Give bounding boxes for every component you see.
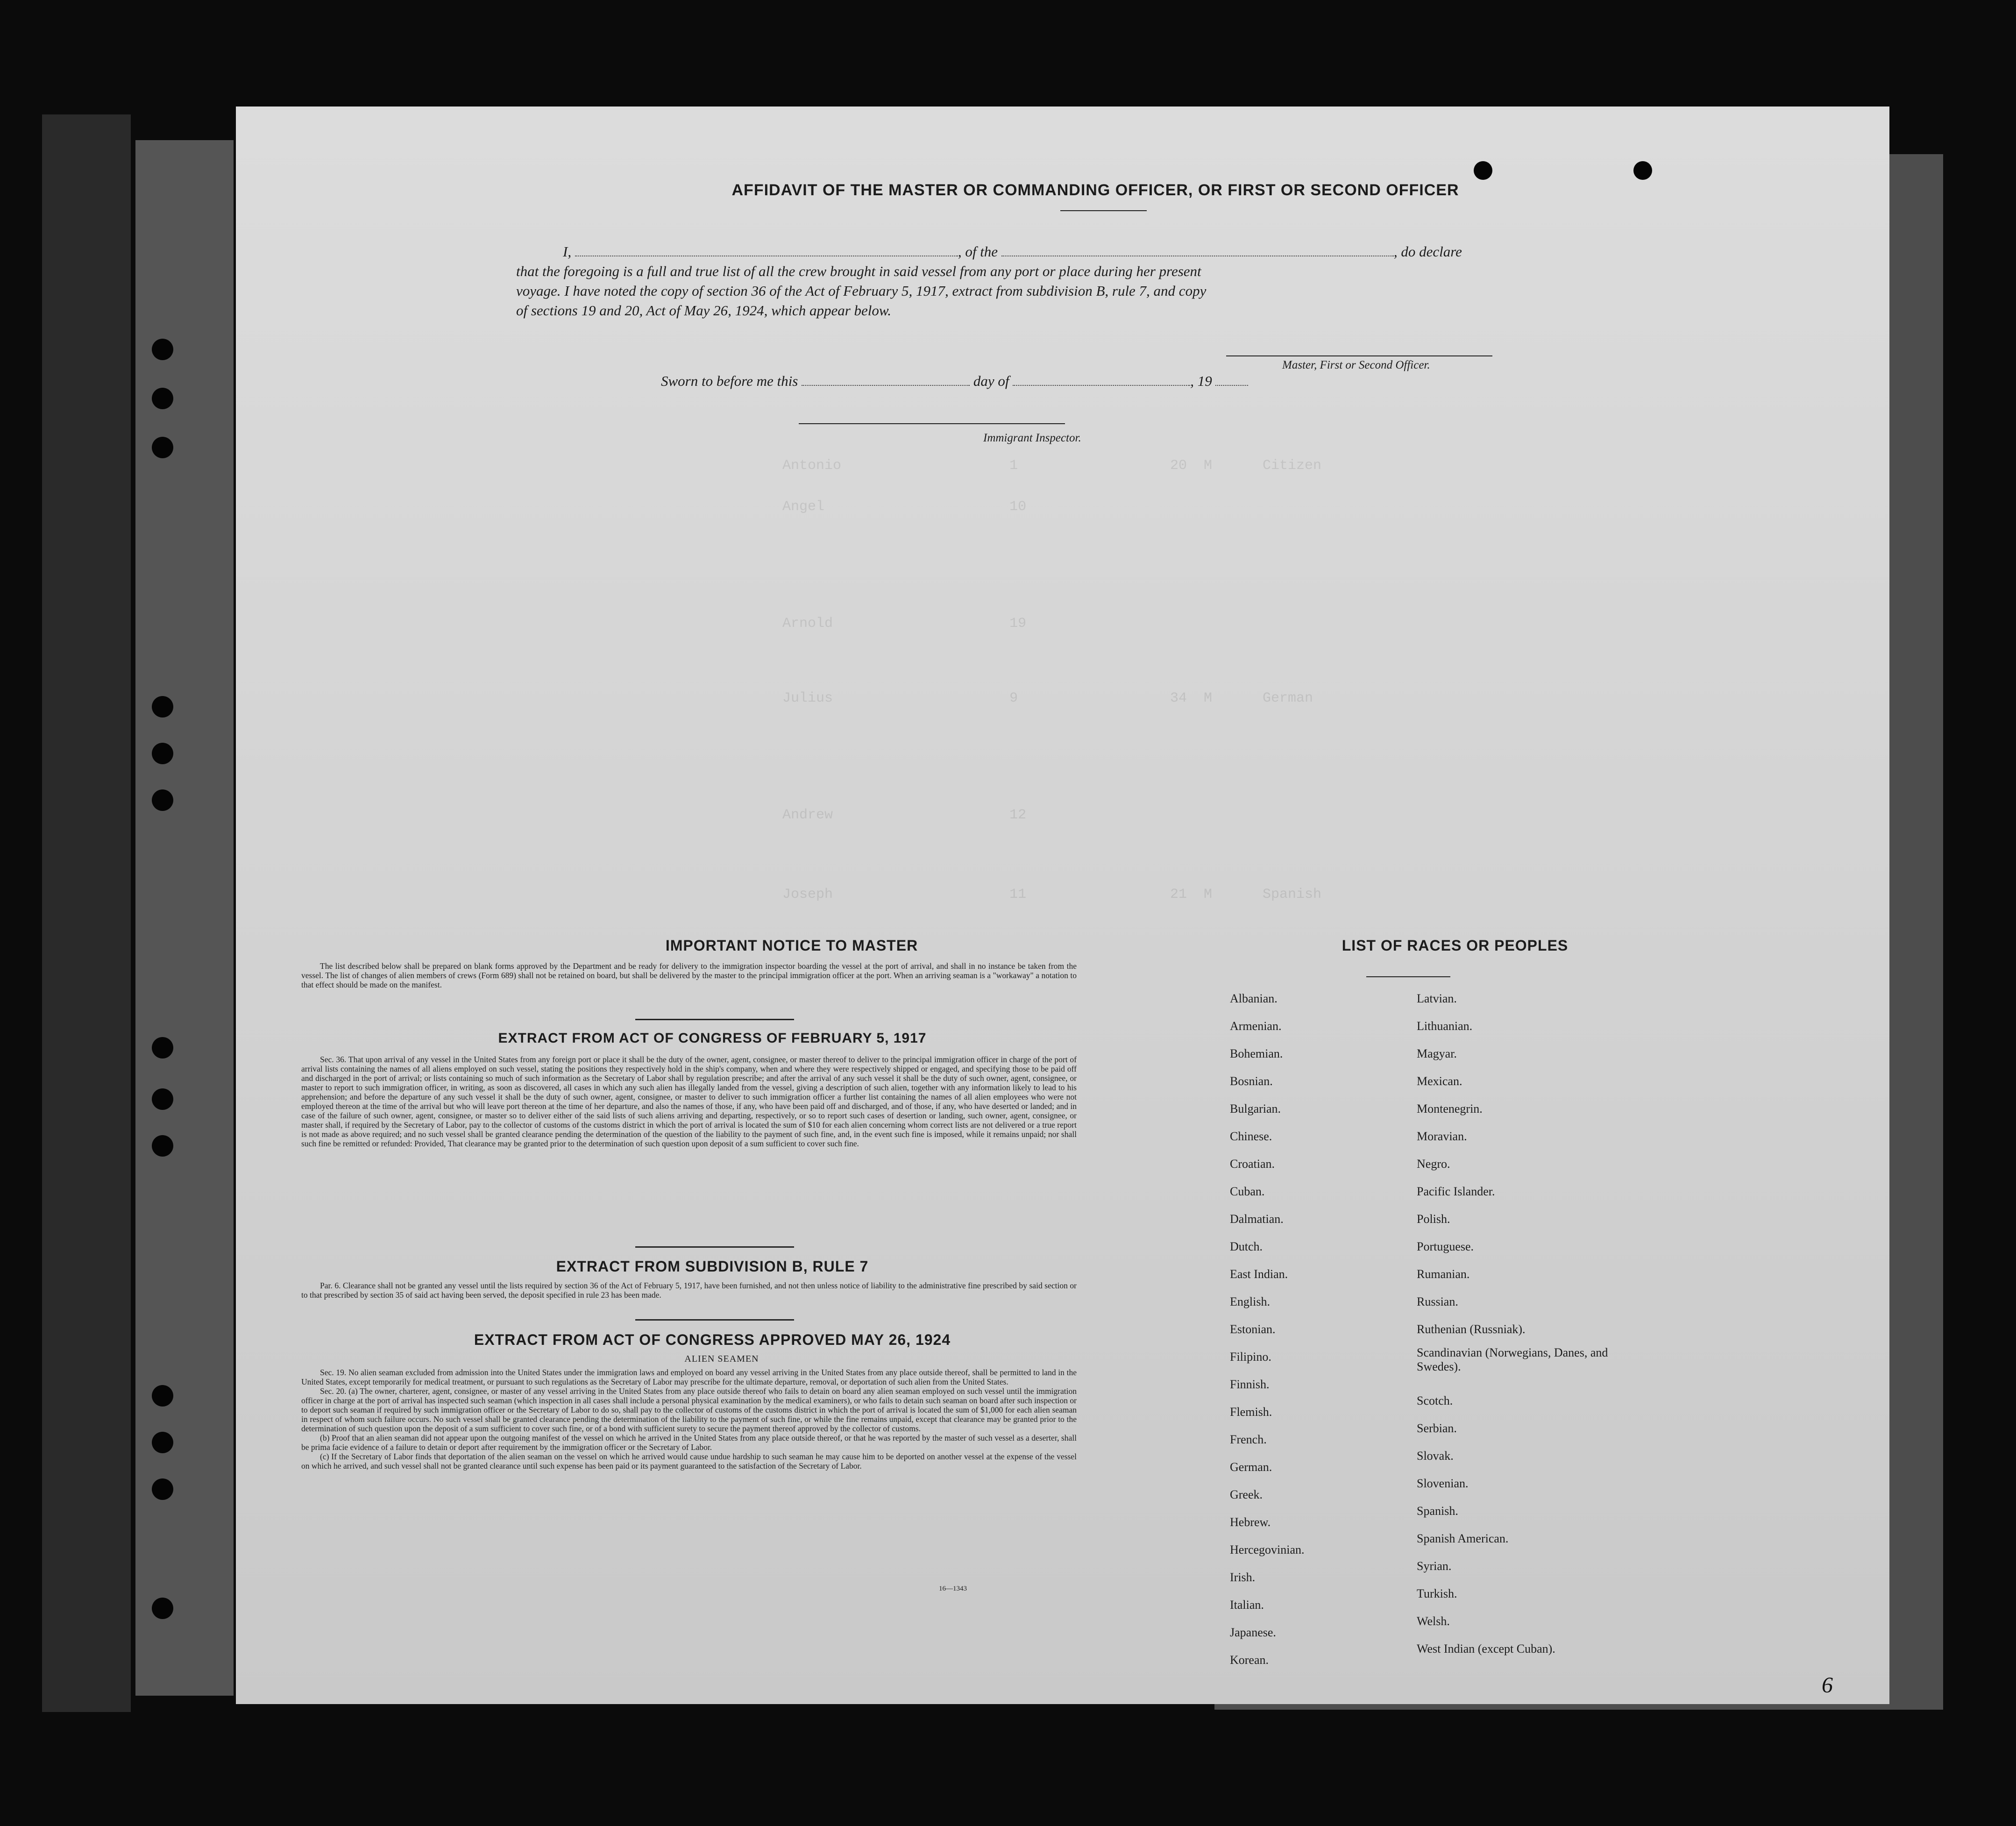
race-item: Finnish. — [1230, 1378, 1270, 1391]
punch-hole — [152, 437, 173, 458]
sec-20b-text: (b) Proof that an alien seaman did not appear upon the outgoing manifest of the vessel on which he arrived in the United States from any place outside thereof, or that he was reported by the master of such vessel as a deserter, shall be prima facie evidence of a failure to detain or deport after requirement by the immigration officer or the Secretary of Labor. — [301, 1433, 1077, 1452]
of-the-label: , of the — [958, 243, 998, 260]
extract-1924-body — [301, 1368, 1077, 1471]
race-item: Lithuanian. — [1417, 1019, 1473, 1033]
year-prefix: , 19 — [1190, 373, 1212, 389]
race-item: Welsh. — [1417, 1614, 1450, 1628]
races-right-column — [1417, 985, 1622, 1663]
race-item: Spanish. — [1417, 1504, 1458, 1518]
race-item: Negro. — [1417, 1157, 1450, 1171]
race-item: Greek. — [1230, 1488, 1263, 1501]
race-item: Bohemian. — [1230, 1047, 1283, 1060]
punch-hole — [152, 1385, 173, 1407]
extract-1924-heading: EXTRACT FROM ACT OF CONGRESS APPROVED MAY 26, 1924 — [474, 1331, 951, 1348]
punch-hole — [152, 696, 173, 718]
punch-hole — [152, 388, 173, 409]
document-page — [236, 107, 1889, 1704]
sec-20c-text: (c) If the Secretary of Labor finds that deportation of the alien seaman on the vessel on which he arrived would cause undue hardship to such seaman he may cause him to be deported on another vessel at the expense of the vessel on which he arrived, and such vessel shall not be granted clearance until such expense has been paid or its payment guaranteed to the satisfaction of the Secretary of Labor. — [301, 1452, 1077, 1471]
race-item: Flemish. — [1230, 1405, 1272, 1419]
punch-hole — [1633, 161, 1652, 180]
race-item: Korean. — [1230, 1653, 1269, 1667]
race-item: Estonian. — [1230, 1322, 1276, 1336]
extract-rule7-heading: EXTRACT FROM SUBDIVISION B, RULE 7 — [556, 1258, 869, 1275]
binder-spine — [42, 114, 131, 1712]
race-item: Dutch. — [1230, 1240, 1263, 1253]
sworn-prefix: Sworn to before me this — [661, 373, 798, 389]
race-item: Mexican. — [1417, 1074, 1462, 1088]
race-item: East Indian. — [1230, 1267, 1288, 1281]
punch-hole — [1474, 161, 1492, 180]
race-item: Croatian. — [1230, 1157, 1275, 1171]
master-signature-line[interactable] — [1226, 355, 1492, 356]
day-of-label: day of — [973, 373, 1009, 389]
races-underline — [1366, 976, 1450, 977]
race-item: Scotch. — [1417, 1394, 1453, 1407]
extract-1917-body: Sec. 36. That upon arrival of any vessel in the United States from any foreign port or place it shall be the duty of the owner, agent, consignee, or master thereof to deliver to the principal immigration officer in charge of the port of arrival lists containing the names of all aliens employed on such vessel, stating the positions they respectively hold in the ship's company, when and where they were respectively shipped or engaged, and specifying those to be paid off and discharged in the port of arrival; or lists containing so much of such information as the Secretary of Labor shall by regulation prescribe; and after the arrival of any such vessel it shall be the duty of such owner, agent, consignee, or master to report to such immigration officer, in writing, as soon as discovered, all cases in which any such alien has illegally landed from the vessel, giving a description of such alien, together with any information likely to lead to his apprehension; and before the departure of any such vessel it shall be the duty of such owner, agent, consignee, or master to deliver to such immigration officer a further list containing the names of all alien employees who were not employed thereon at the time of the arrival but who will leave port thereon at the time of her departure, and also the names of those, if any, who have been paid off and discharged, and of those, if any, who have deserted or landed; and in case of the failure of such owner, agent, consignee, or master so to deliver either of the said lists of such aliens arriving and departing, respectively, or so to report such cases of desertion or landing, such owner, agent, consignee, or master shall, if required by the Secretary of Labor, pay to the collector of customs of the customs district in which the port of arrival is located the sum of $10 for each alien concerning whom correct lists are not delivered or a true report is not made as above required; and no such vessel shall be granted clearance pending the determination of the question of the liability to the payment of such fine, and, in the event such fine is imposed, while it remains unpaid; nor shall such fine be remitted or refunded: Provided, That clearance may be granted prior to the determination of such question upon deposit of a sum sufficient to cover such fine. — [301, 1055, 1077, 1148]
race-item: Rumanian. — [1417, 1267, 1470, 1281]
title-underline — [1060, 210, 1147, 211]
race-item: Italian. — [1230, 1598, 1264, 1612]
race-item: Albanian. — [1230, 992, 1278, 1005]
race-item: Slovak. — [1417, 1449, 1454, 1463]
punch-hole — [152, 743, 173, 764]
section-divider — [635, 1246, 794, 1248]
affidavit-line-3: voyage. I have noted the copy of section 36 of the Act of February 5, 1917, extract from subdivision B, rule 7, and copy — [516, 283, 1207, 299]
race-item: Irish. — [1230, 1570, 1256, 1584]
race-item: Scandinavian (Norwegians, Danes, and Swedes). — [1417, 1346, 1608, 1373]
notice-heading: IMPORTANT NOTICE TO MASTER — [665, 937, 918, 954]
race-item: Hebrew. — [1230, 1515, 1271, 1529]
race-item: Chinese. — [1230, 1130, 1272, 1143]
race-item: Serbian. — [1417, 1421, 1457, 1435]
race-item: Moravian. — [1417, 1130, 1467, 1143]
race-item: Dalmatian. — [1230, 1212, 1284, 1226]
race-item: West Indian (except Cuban). — [1417, 1642, 1555, 1655]
punch-hole — [152, 1135, 173, 1157]
section-divider — [635, 1319, 794, 1321]
race-item: Latvian. — [1417, 992, 1457, 1005]
race-item: English. — [1230, 1295, 1270, 1308]
extract-1924-subtitle: ALIEN SEAMEN — [684, 1354, 759, 1364]
race-item: Polish. — [1417, 1212, 1450, 1226]
race-item: Turkish. — [1417, 1587, 1457, 1600]
master-name-field[interactable] — [575, 243, 958, 256]
races-heading: LIST OF RACES OR PEOPLES — [1342, 937, 1569, 954]
binder-strip — [135, 140, 234, 1696]
race-item: Ruthenian (Russniak). — [1417, 1322, 1526, 1336]
sec-19-text: Sec. 19. No alien seaman excluded from admission into the United States under the immigration laws and employed on board any vessel arriving in the United States from any place outside thereof, shall be permitted to land in the United States, except temporarily for medical treatment, or pursuant to such regulations as the Secretary of Labor may prescribe for the ultimate departure, removal, or deportation of such alien from the United States. — [301, 1368, 1077, 1386]
race-item: Japanese. — [1230, 1626, 1276, 1639]
handwritten-page-number: 6 — [1822, 1673, 1833, 1698]
vessel-name-field[interactable] — [1001, 243, 1394, 256]
affidavit-title: AFFIDAVIT OF THE MASTER OR COMMANDING OFFICER, OR FIRST OR SECOND OFFICER — [731, 181, 1459, 199]
punch-hole — [152, 1478, 173, 1500]
section-divider — [635, 1019, 794, 1020]
race-item: German. — [1230, 1460, 1272, 1474]
punch-hole — [152, 1037, 173, 1059]
race-item: Filipino. — [1230, 1350, 1271, 1364]
i-label: I, — [563, 243, 572, 260]
race-item: Pacific Islander. — [1417, 1185, 1495, 1198]
sworn-day-field[interactable] — [802, 373, 970, 386]
race-item: Armenian. — [1230, 1019, 1282, 1033]
punch-hole — [152, 1432, 173, 1453]
inspector-label: Immigrant Inspector. — [983, 432, 1081, 444]
extract-rule7-body: Par. 6. Clearance shall not be granted any vessel until the lists required by section 36 of the Act of February 5, 1917, have been furnished, and not then unless notice of liability to the administrative fine prescribed by said section or to that prescribed by section 35 of said act having been served, the deposit specified in rule 23 has been made. — [301, 1281, 1077, 1300]
sworn-month-field[interactable] — [1013, 373, 1190, 386]
race-item: French. — [1230, 1433, 1267, 1446]
punch-hole — [152, 789, 173, 811]
race-item: Cuban. — [1230, 1185, 1265, 1198]
races-left-column — [1230, 985, 1384, 1674]
race-item: Slovenian. — [1417, 1477, 1469, 1490]
affidavit-line-2: that the foregoing is a full and true list of all the crew brought in said vessel from any port or place during her present — [516, 263, 1201, 279]
form-number: 16—1343 — [939, 1585, 967, 1592]
do-declare-label: , do declare — [1393, 243, 1462, 260]
race-item: Portuguese. — [1417, 1240, 1474, 1253]
race-item: Hercegovinian. — [1230, 1543, 1305, 1556]
sec-20a-text: Sec. 20. (a) The owner, charterer, agent, consignee, or master of any vessel arriving in the United States from any place outside thereof who fails to detain on board any alien seaman employed on such vessel until the immigration officer in charge at the port of arrival has inspected such seaman (which inspection in all cases shall include a personal physical examination by the medical examiners), or who fails to detain such seaman on board after such inspection or to deport such seaman if required by such immigration officer or the Secretary of Labor to do so, shall pay to the collector of customs of the customs district in which the port of arrival is located the sum of $1,000 for each alien seaman in respect of whom such failure occurs. No such vessel shall be granted clearance pending the determination of the liability to the payment of such fine, or while the fine remains unpaid, except that clearance may be granted prior to the determination of such question upon the deposit of a sum sufficient to cover such fine, or of a bond with sufficient surety to secure the payment thereof approved by the collector of customs. — [301, 1386, 1077, 1433]
race-item: Bulgarian. — [1230, 1102, 1281, 1115]
affidavit-line-1 — [561, 242, 1766, 262]
punch-hole — [152, 339, 173, 360]
race-item: Montenegrin. — [1417, 1102, 1483, 1115]
bleed-through-text: Antonio 1 Angel 10 Arnold 19 Julius 9 Andrew 12 Joseph 11 20 M Citizen 34 M German 21 M Spanish — [782, 458, 1322, 902]
race-item: Russian. — [1417, 1295, 1458, 1308]
punch-hole — [152, 1598, 173, 1619]
race-item: Bosnian. — [1230, 1074, 1273, 1088]
race-item: Spanish American. — [1417, 1532, 1509, 1545]
punch-hole — [152, 1088, 173, 1110]
inspector-signature-line[interactable] — [799, 423, 1065, 424]
sworn-year-field[interactable] — [1215, 373, 1248, 386]
master-signature-label: Master, First or Second Officer. — [1282, 359, 1430, 371]
affidavit-statement — [516, 242, 1766, 320]
extract-1917-heading: EXTRACT FROM ACT OF CONGRESS OF FEBRUARY 5, 1917 — [498, 1030, 927, 1046]
race-item: Magyar. — [1417, 1047, 1457, 1060]
race-item: Syrian. — [1417, 1559, 1452, 1573]
sworn-statement — [661, 373, 1248, 390]
affidavit-line-4: of sections 19 and 20, Act of May 26, 1924, which appear below. — [516, 302, 892, 319]
notice-body: The list described below shall be prepared on blank forms approved by the Department and be ready for delivery to the immigration inspector boarding the vessel at the port of arrival, and shall in no instance be taken from the vessel. The list of changes of alien members of crews (Form 689) shall not be retained on board, but shall be delivered by the master to the principal immigration officer at the port. When an arriving seaman is a "workaway" a notation to that effect should be made on the manifest. — [301, 961, 1077, 989]
